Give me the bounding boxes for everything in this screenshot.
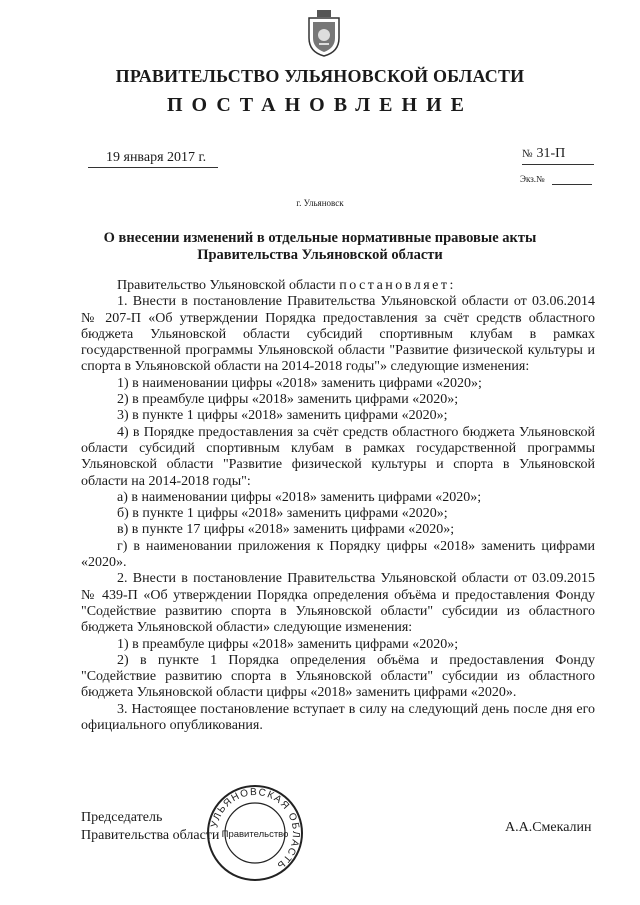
official-seal <box>205 783 305 883</box>
paragraph-1-item-2: 2) в преамбуле цифры «2018» заменить цифрами «2020»; <box>117 392 459 408</box>
preamble-verb: постановляет: <box>339 278 456 293</box>
signatory-name: А.А.Смекалин <box>505 820 592 835</box>
paragraph-3: 3. Настоящее постановление вступает в силу на следующий день после дня его официального опубликования. <box>81 701 595 734</box>
title-line-1: О внесении изменений в отдельные нормативные правовые акты <box>103 230 537 246</box>
paragraph-1: 1. Внести в постановление Правительства Ульяновской области от 03.06.2014 № 207-П «Об утверждении Порядка предоставления за счёт средств областного бюджета Ульяновской области субсидий спортивным клубам в рамках государственной программы Ульяновской области "Развитие физической культуры и спорта в Ульяновской области на 2014-2018 годы"» следующие изменения: <box>81 294 595 375</box>
preamble-lead: Правительство Ульяновской области <box>117 278 336 293</box>
paragraph-1-item-4: 4) в Порядке предоставления за счёт средств областного бюджета Ульяновской области субсидий спортивным клубам в рамках государственной программы Ульяновской области "Развитие физической культуры и спорта в Ульяновской области на 2014-2018 годы": <box>81 424 595 489</box>
title-line-2: Правительства Ульяновской области <box>197 247 443 263</box>
document-type: ПОСТАНОВЛЕНИЕ <box>167 94 473 116</box>
number-value: 31-П <box>536 146 566 161</box>
paragraph-1-item-3: 3) в пункте 1 цифры «2018» заменить цифрами «2020»; <box>117 408 448 424</box>
paragraph-2-item-1: 1) в преамбуле цифры «2018» заменить цифрами «2020»; <box>117 636 459 652</box>
position-line-2: Правительства области <box>81 828 220 843</box>
paragraph-1-item-4a: а) в наименовании цифры «2018» заменить цифрами «2020»; <box>117 489 482 505</box>
document-title <box>60 230 580 264</box>
city-name: г. Ульяновск <box>296 198 344 208</box>
date-underline <box>88 167 218 168</box>
paragraph-1-item-4b: б) в пункте 1 цифры «2018» заменить цифрами «2020»; <box>117 506 448 522</box>
paragraph-2: 2. Внести в постановление Правительства Ульяновской области от 03.09.2015 № 439-П «Об утверждении Порядка определения объёма и предоставления Фонду "Содействие развитию спорта в Ульяновской области" субсидии из областного бюджета Ульяновской области» следующие изменения: <box>81 571 595 636</box>
paragraph-1-item-4d: г) в наименовании приложения к Порядку цифры «2018» заменить цифрами «2020». <box>81 538 595 571</box>
seal-center-text: Правительство <box>221 829 289 840</box>
signatory-position <box>81 809 219 845</box>
copy-number-underline <box>552 184 592 185</box>
coat-of-arms-emblem <box>305 8 343 58</box>
seal-ring-text: УЛЬЯНОВСКАЯ ОБЛАСТЬ <box>209 786 302 872</box>
document-body <box>81 278 595 734</box>
document-date: 19 января 2017 г. <box>106 150 207 165</box>
paragraph-2-item-2: 2) в пункте 1 Порядка определения объёма и предоставления Фонду "Содействие развитию спорта в Ульяновской области" субсидии из областного бюджета Ульяновской области цифры «2018» заменить цифрами «2020». <box>81 652 595 701</box>
document-number <box>522 146 565 162</box>
position-line-1: Председатель <box>81 810 163 825</box>
number-prefix: № <box>522 148 533 160</box>
paragraph-1-item-1: 1) в наименовании цифры «2018» заменить цифрами «2020»; <box>117 375 482 391</box>
number-underline <box>522 164 594 165</box>
copy-number-label: Экз.№ <box>520 174 545 184</box>
paragraph-1-item-4c: в) в пункте 17 цифры «2018» заменить цифрами «2020»; <box>117 522 455 538</box>
preamble <box>81 278 595 294</box>
organization-name: ПРАВИТЕЛЬСТВО УЛЬЯНОВСКОЙ ОБЛАСТИ <box>115 66 525 86</box>
